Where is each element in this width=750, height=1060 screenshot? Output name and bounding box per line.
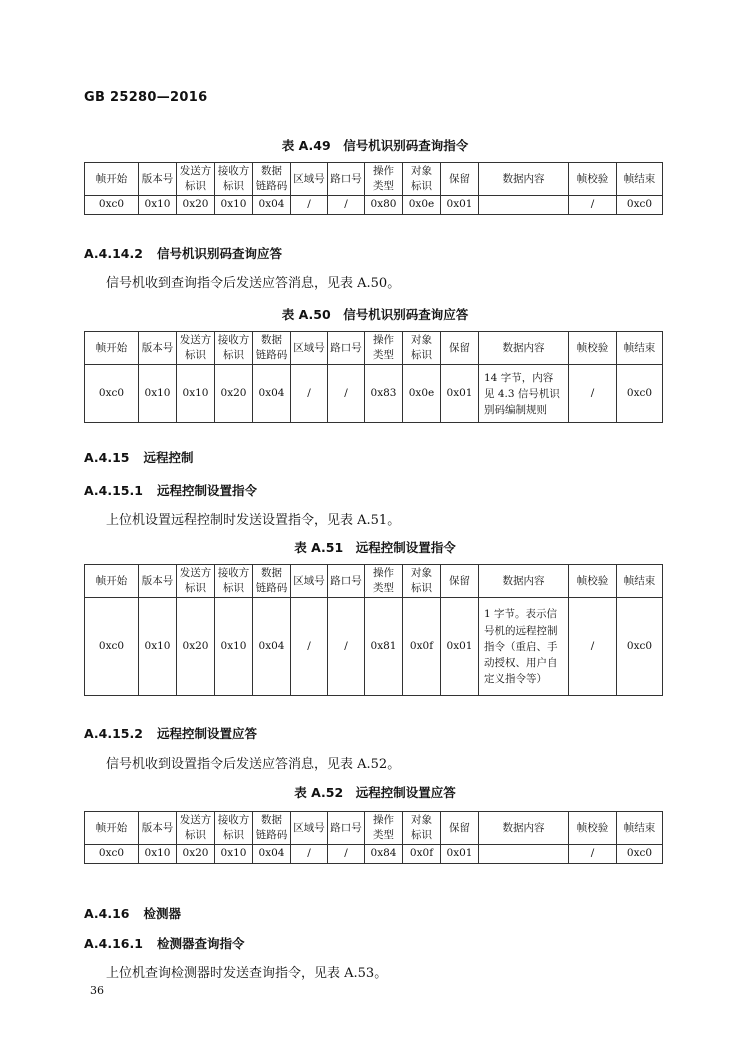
column-header-op-type: 操作 类型 [365,812,403,845]
column-header-reserved: 保留 [441,332,479,365]
cell-area-no: / [291,196,328,214]
column-header-data-content: 数据内容 [479,812,569,845]
cell-area-no: / [291,598,328,696]
column-header-frame-check: 帧校验 [569,812,617,845]
cell-sender-id: 0x20 [177,598,215,696]
cell-data-content [479,196,569,214]
cell-frame-start: 0xc0 [85,845,139,863]
column-header-object-id: 对象 标识 [403,812,441,845]
cell-data-content: 14 字节，内容见 4.3 信号机识别码编制规则 [479,365,569,423]
column-header-frame-end: 帧结束 [617,812,663,845]
section-title: 信号机识别码查询应答 [156,246,282,261]
column-header-frame-start: 帧开始 [85,163,139,196]
paragraph: 上位机设置远程控制时发送设置指令，见表 A.51。 [106,513,401,528]
section-number: A.4.15.2 [84,726,143,741]
column-header-frame-end: 帧结束 [617,332,663,365]
cell-junction-no: / [328,196,365,214]
table-a50 [84,331,663,423]
section-title: 远程控制设置应答 [156,726,257,741]
table-row [85,845,663,863]
page-number: 36 [90,984,104,997]
cell-area-no: / [291,365,328,423]
cell-data-link-code: 0x04 [253,365,291,423]
section-heading-a4152 [84,724,257,742]
paragraph: 上位机查询检测器时发送查询指令，见表 A.53。 [106,966,388,981]
column-header-version: 版本号 [139,332,177,365]
table-a49 [84,162,663,215]
cell-op-type: 0x84 [365,845,403,863]
column-header-data-link-code: 数据 链路码 [253,163,291,196]
cell-junction-no: / [328,845,365,863]
column-header-data-content: 数据内容 [479,332,569,365]
cell-op-type: 0x80 [365,196,403,214]
column-header-frame-check: 帧校验 [569,332,617,365]
column-header-frame-start: 帧开始 [85,332,139,365]
table-header-row [85,565,663,598]
cell-receiver-id: 0x10 [215,196,253,214]
cell-object-id: 0x0f [403,598,441,696]
table-header-row [85,332,663,365]
cell-version: 0x10 [139,196,177,214]
cell-frame-check: / [569,196,617,214]
column-header-data-link-code: 数据 链路码 [253,565,291,598]
cell-reserved: 0x01 [441,598,479,696]
column-header-frame-start: 帧开始 [85,812,139,845]
cell-op-type: 0x83 [365,365,403,423]
column-header-sender-id: 发送方 标识 [177,332,215,365]
cell-object-id: 0x0f [403,845,441,863]
column-header-area-no: 区域号 [291,812,328,845]
column-header-op-type: 操作 类型 [365,163,403,196]
column-header-receiver-id: 接收方 标识 [215,163,253,196]
column-header-frame-end: 帧结束 [617,565,663,598]
cell-junction-no: / [328,598,365,696]
cell-object-id: 0x0e [403,365,441,423]
column-header-frame-start: 帧开始 [85,565,139,598]
section-heading-a4142 [84,244,282,262]
cell-frame-end: 0xc0 [617,845,663,863]
cell-version: 0x10 [139,845,177,863]
column-header-op-type: 操作 类型 [365,565,403,598]
cell-frame-check: / [569,845,617,863]
cell-version: 0x10 [139,598,177,696]
cell-object-id: 0x0e [403,196,441,214]
section-number: A.4.15 [84,450,130,465]
column-header-reserved: 保留 [441,163,479,196]
cell-frame-end: 0xc0 [617,598,663,696]
section-title: 远程控制设置指令 [156,483,257,498]
cell-data-link-code: 0x04 [253,196,291,214]
cell-frame-check: / [569,598,617,696]
column-header-data-content: 数据内容 [479,565,569,598]
table-a51-caption: 表 A.51 远程控制设置指令 [294,540,456,555]
cell-reserved: 0x01 [441,845,479,863]
column-header-object-id: 对象 标识 [403,565,441,598]
column-header-data-content: 数据内容 [479,163,569,196]
column-header-frame-check: 帧校验 [569,163,617,196]
cell-data-content: 1 字节。表示信号机的远程控制指令（重启、手动授权、用户自定义指令等） [479,598,569,696]
table-header-row [85,812,663,845]
column-header-version: 版本号 [139,565,177,598]
column-header-reserved: 保留 [441,565,479,598]
cell-frame-end: 0xc0 [617,196,663,214]
table-a49-caption: 表 A.49 信号机识别码查询指令 [281,138,469,153]
section-heading-a4151 [84,481,257,499]
cell-version: 0x10 [139,365,177,423]
cell-op-type: 0x81 [365,598,403,696]
column-header-object-id: 对象 标识 [403,332,441,365]
cell-junction-no: / [328,365,365,423]
table-row [85,365,663,423]
section-heading-a416 [84,904,181,922]
column-header-frame-check: 帧校验 [569,565,617,598]
section-number: A.4.16.1 [84,936,143,951]
cell-sender-id: 0x20 [177,196,215,214]
section-title: 远程控制 [143,450,194,465]
column-header-receiver-id: 接收方 标识 [215,812,253,845]
table-a52 [84,811,663,864]
cell-area-no: / [291,845,328,863]
section-title: 检测器查询指令 [156,936,245,951]
cell-receiver-id: 0x10 [215,845,253,863]
column-header-version: 版本号 [139,812,177,845]
paragraph: 信号机收到查询指令后发送应答消息，见表 A.50。 [106,276,401,291]
column-header-area-no: 区域号 [291,163,328,196]
cell-sender-id: 0x20 [177,845,215,863]
column-header-junction-no: 路口号 [328,812,365,845]
cell-receiver-id: 0x10 [215,598,253,696]
column-header-version: 版本号 [139,163,177,196]
column-header-frame-end: 帧结束 [617,163,663,196]
section-number: A.4.15.1 [84,483,143,498]
table-a50-caption: 表 A.50 信号机识别码查询应答 [281,307,469,322]
table-a52-caption: 表 A.52 远程控制设置应答 [294,785,456,800]
cell-data-content [479,845,569,863]
column-header-sender-id: 发送方 标识 [177,812,215,845]
column-header-area-no: 区域号 [291,565,328,598]
section-number: A.4.16 [84,906,130,921]
column-header-junction-no: 路口号 [328,332,365,365]
column-header-receiver-id: 接收方 标识 [215,332,253,365]
column-header-junction-no: 路口号 [328,565,365,598]
column-header-sender-id: 发送方 标识 [177,163,215,196]
table-row [85,196,663,214]
cell-data-link-code: 0x04 [253,598,291,696]
section-title: 检测器 [143,906,182,921]
cell-frame-end: 0xc0 [617,365,663,423]
cell-receiver-id: 0x20 [215,365,253,423]
cell-reserved: 0x01 [441,365,479,423]
cell-frame-check: / [569,365,617,423]
table-header-row [85,163,663,196]
column-header-junction-no: 路口号 [328,163,365,196]
cell-frame-start: 0xc0 [85,196,139,214]
column-header-data-link-code: 数据 链路码 [253,812,291,845]
cell-sender-id: 0x10 [177,365,215,423]
paragraph: 信号机收到设置指令后发送应答消息，见表 A.52。 [106,757,401,772]
section-heading-a415 [84,448,194,466]
column-header-receiver-id: 接收方 标识 [215,565,253,598]
column-header-object-id: 对象 标识 [403,163,441,196]
standard-code: GB 25280—2016 [84,90,208,105]
cell-data-link-code: 0x04 [253,845,291,863]
column-header-area-no: 区域号 [291,332,328,365]
column-header-data-link-code: 数据 链路码 [253,332,291,365]
column-header-sender-id: 发送方 标识 [177,565,215,598]
column-header-reserved: 保留 [441,812,479,845]
table-row [85,598,663,696]
cell-frame-start: 0xc0 [85,598,139,696]
column-header-op-type: 操作 类型 [365,332,403,365]
cell-frame-start: 0xc0 [85,365,139,423]
section-heading-a4161 [84,934,244,952]
cell-reserved: 0x01 [441,196,479,214]
table-a51 [84,564,663,696]
section-number: A.4.14.2 [84,246,143,261]
